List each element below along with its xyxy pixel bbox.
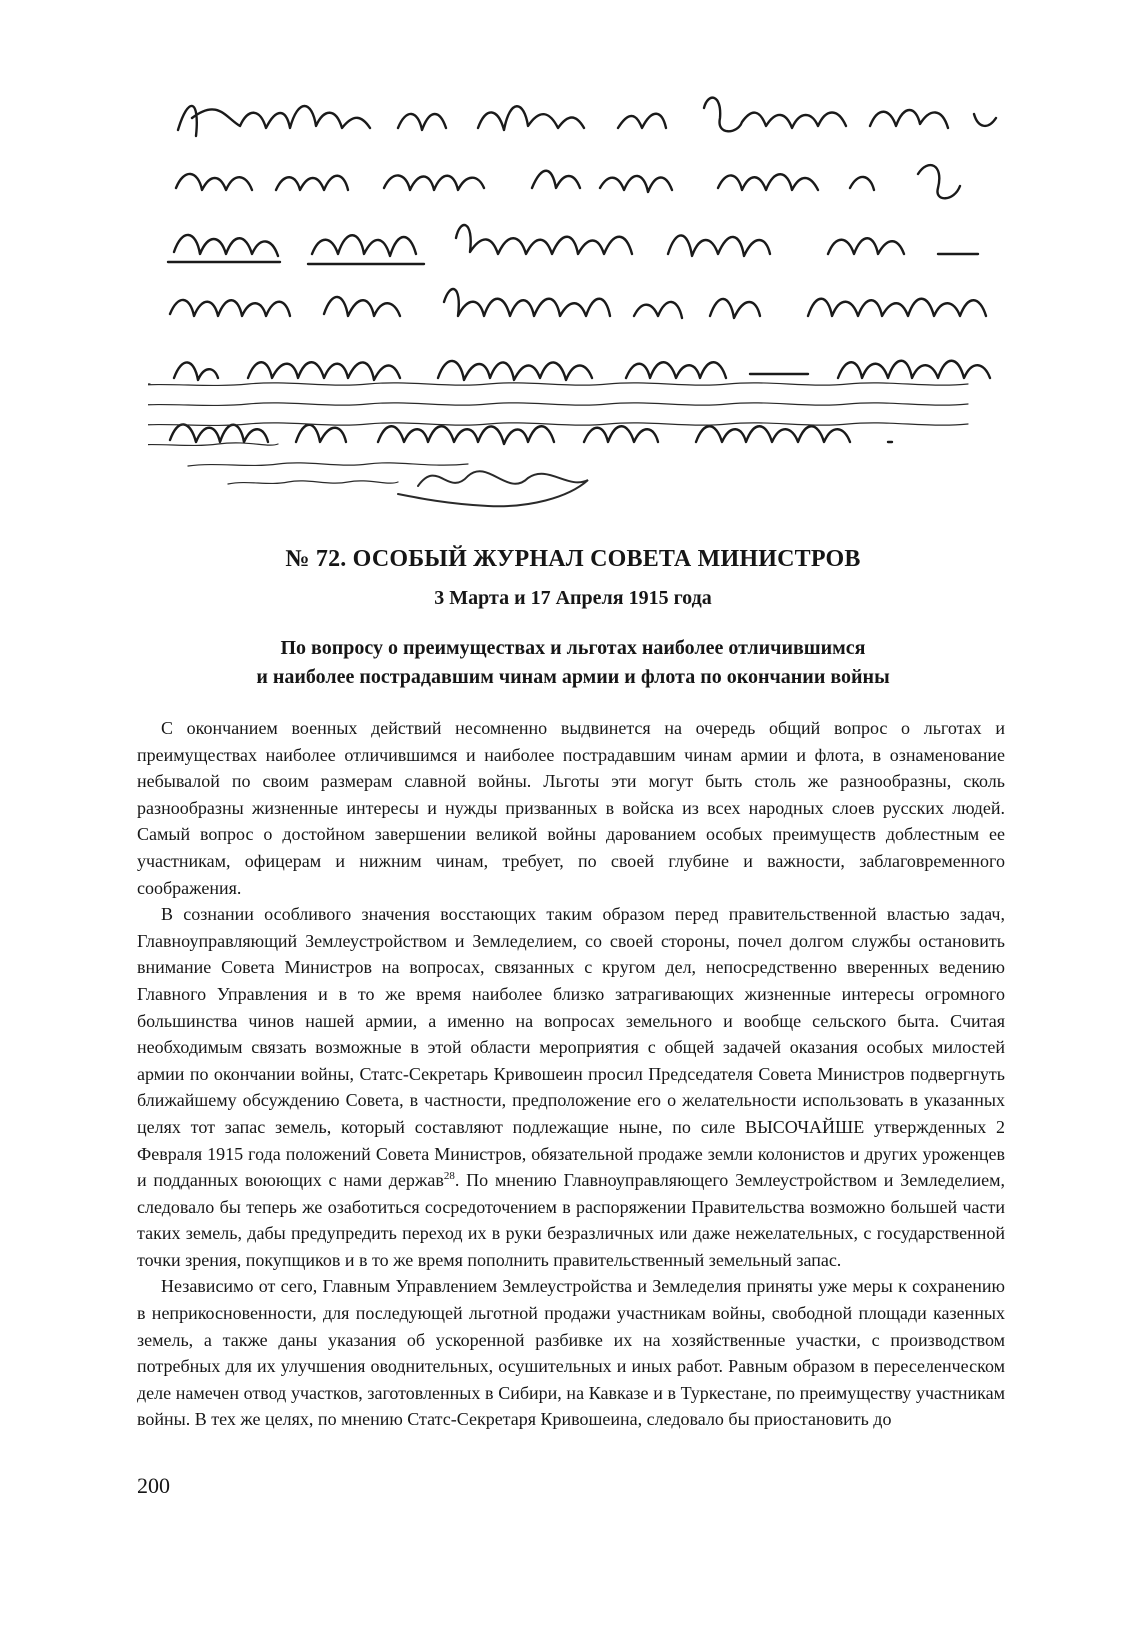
handwriting-stroke [178, 98, 996, 136]
document-title: № 72. ОСОБЫЙ ЖУРНАЛ СОВЕТА МИНИСТРОВ [285, 546, 861, 572]
signature-label-2 [228, 481, 398, 484]
certification-line-1 [148, 383, 968, 386]
handwriting-stroke [170, 289, 986, 318]
certification-line-3 [148, 423, 968, 426]
document-date: 3 Марта и 17 Апреля 1915 года [434, 587, 712, 609]
certification-line-2 [148, 403, 968, 406]
page-number: 200 [137, 1473, 170, 1498]
paragraph-3: Независимо от сего, Главным Управлением Землеустройства и Земледелия приняты уже меры к сохранению в неприкосновенности, для последующей льготной продажи участникам войны, свободной площади казенных земель, а также даны указания об ускоренной разбивке их на хозяйственные участки, с производством потребных для их улучшения оводнительных, осушительных и иных работ. Равным образом в переселенческом деле намечен отвод участков, заготовленных в Сибири, на Кавказе и в Туркестане, по преимуществу участникам войны. В тех же целях, по мнению Статс-Секретаря Кривошеина, следовало бы приостановить до [137, 1276, 1005, 1430]
certification-line-4 [148, 443, 278, 446]
handwriting-stroke [168, 225, 978, 264]
handwriting-stroke [176, 165, 960, 198]
subject-line-2: и наиболее пострадавшим чинам армии и флота по окончании войны [256, 666, 890, 688]
handwriting-svg [148, 78, 1008, 518]
signature-flourish [398, 471, 588, 506]
paragraph-2 [137, 901, 1005, 1273]
footnote-reference: 28 [443, 1170, 455, 1183]
handwriting-stroke [174, 361, 990, 380]
subject-line-1: По вопросу о преимуществах и льготах наиболее отличившимся [280, 637, 866, 659]
paragraph-1: С окончанием военных действий несомненно выдвинется на очередь общий вопрос о льготах и преимуществах наиболее отличившимся и наиболее пострадавшим чинам армии и флота, в ознаменование небывалой по своим размерам славной войны. Льготы эти могут быть столь же разнообразны, сколь разнообразны жизненные интересы и нужды призванных в войска из всех народных слоев русских людей. Самый вопрос о достойном завершении великой войны дарованием особых преимуществ доблестным ее участникам, офицерам и нижним чинам, требует, по своей глубине и важности, заблаговременного соображения. [137, 718, 1005, 898]
document-body [137, 715, 1005, 1433]
document-subject [0, 634, 1146, 692]
paragraph-2-text-b: . По мнению Главноуправляющего Землеустройством и Земледелием, следовало бы теперь же озаботиться сосредоточением в распоряжении Правительства возможно большей части таких земель, дабы предупредить переход их в руки безразличных или даже нежелательных, с государственной точки зрения, покупщиков и в то же время пополнить правительственный земельный запас. [137, 1170, 1006, 1270]
paragraph-2-text-a: В сознании особливого значения восстающих таким образом перед правительственной властью задач, Главноуправляющий Землеустройством и Земледелием, со своей стороны, почел долгом службы остановить внимание Совета Министров на вопросах, связанных с кругом дел, непосредственно вверенных ведению Главного Управления и в то же время наиболее близко затрагивающих жизненные интересы огромного большинства чинов нашей армии, а именно на вопросах земельного и вообще сельского быта. Считая необходимым связать возможные в этой области мероприятия с общей задачей оказания особых милостей армии по окончании войны, Статс-Секретарь Кривошеин просил Председателя Совета Министров подвергнуть ближайшему обсуждению Совета, в частности, предположение его о желательности использовать в указанных целях тот запас земель, который составляют подлежащие ныне, по силе ВЫСОЧАЙШЕ утвержденных 2 Февраля 1915 года положений Совета Министров, обязательной продаже земли колонистов и других уроженцев и подданных воюющих с нами держав [137, 904, 1005, 1191]
handwriting-stroke [170, 424, 892, 444]
handwritten-resolution-image [148, 78, 1008, 518]
signature-label [188, 463, 468, 466]
